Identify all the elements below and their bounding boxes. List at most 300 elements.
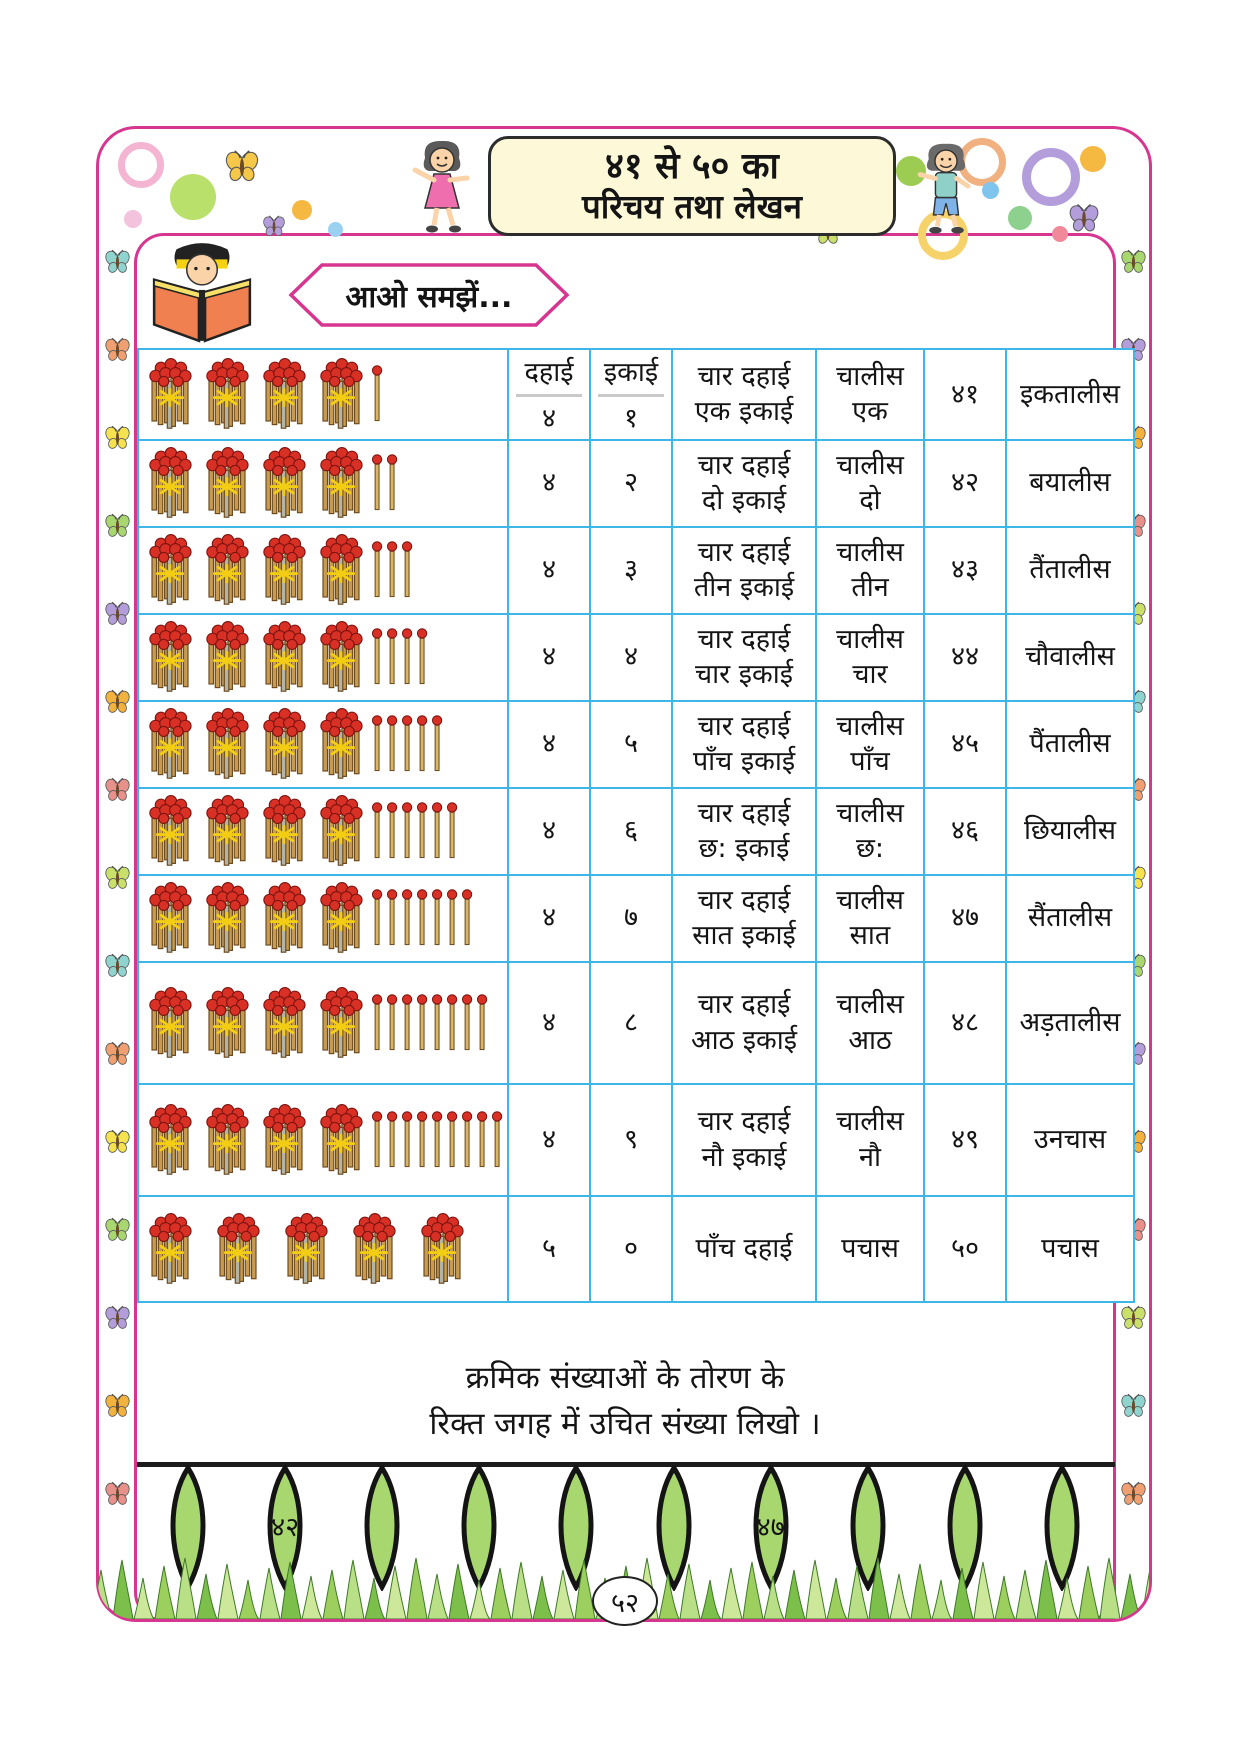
cell-text: एक [852,396,888,428]
cell-text: चालीस [836,884,904,916]
grass-blade [701,1580,721,1619]
matchstick-icon [461,990,473,1056]
cell-text: चालीस [836,797,904,829]
grass-blade [1100,1558,1120,1619]
matchstick-group [143,1100,503,1180]
tens-cell [508,1084,590,1196]
grass-blade [407,1558,427,1619]
cell-text: दो [859,485,881,517]
tens-cell [508,527,590,614]
matchstick-icon [431,885,443,951]
cell-text: ४१ [950,378,980,410]
cell-text: चालीस [836,536,904,568]
bundle-of-ten-icon [143,617,197,697]
matchstick-icon [386,885,398,951]
matchstick-icon [371,1107,383,1173]
cell-text: ७ [623,902,639,934]
cell-text: चार दहाई [697,1106,791,1137]
number-words-cell [816,527,924,614]
number-name-cell [1006,875,1134,962]
matchstick-icon [401,798,413,864]
bundle-of-ten-icon [211,1209,265,1289]
number-words-cell [816,1084,924,1196]
cell-text: ४ [541,554,557,586]
butterfly-icon [104,512,131,539]
bundle-of-ten-icon [314,617,368,697]
bundle-of-ten-icon [200,617,254,697]
cell-text: चालीस [836,1106,904,1137]
number-words-cell [816,875,924,962]
bundle-of-ten-icon [143,983,197,1063]
cell-text: ० [623,1232,639,1264]
cell-text: ४९ [950,1123,980,1155]
confetti-dot [328,222,343,237]
matchstick-icon [416,1107,428,1173]
cell-text: चार इकाई [694,659,793,691]
table-row [138,1196,1134,1302]
grass-blade [134,1578,154,1619]
matchstick-picture-cell [138,527,508,614]
tens-cell [508,1196,590,1302]
matchstick-picture-cell [138,1084,508,1196]
cell-text: २ [623,467,639,499]
grass-blade [953,1568,973,1619]
cell-text: ४ [541,1123,557,1155]
butterfly-icon [262,214,286,238]
cell-text: एक इकाई [694,396,794,428]
units-cell [590,788,672,875]
cell-text: ४ [541,902,557,934]
numeral-cell [924,440,1006,527]
place-value-words-cell [672,527,816,614]
cell-text: छियालीस [1023,815,1117,847]
cell-text: चार [852,659,888,691]
cell-text: ४७ [950,902,980,934]
butterfly-icon [104,1216,131,1243]
cell-text: चालीस [836,623,904,655]
bundle-of-ten-icon [257,354,311,434]
grass-blade [1037,1560,1057,1619]
grass-blade [722,1568,742,1619]
grass-blade [764,1576,784,1619]
grass-blade [575,1560,595,1619]
cell-text: पाँच दहाई [695,1232,793,1264]
cell-text: ३ [623,554,639,586]
matchstick-group [143,443,503,523]
cell-text: चालीस [836,989,904,1020]
matchstick-group [143,704,503,784]
cell-text: पाँच इकाई [692,746,796,778]
numeral-cell [924,527,1006,614]
matchstick-icon [371,990,383,1056]
bundle-of-ten-icon [257,530,311,610]
cell-text: ९ [623,1123,639,1155]
grass-blade [806,1560,826,1619]
grass-blade [995,1576,1015,1619]
chapter-title-line2: परिचय तथा लेखन [582,186,802,226]
numeral-cell [924,962,1006,1084]
numeral-cell [924,788,1006,875]
bundle-of-ten-icon [143,1100,197,1180]
confetti-dot [124,210,142,228]
confetti-dot [1022,148,1080,206]
matchstick-group [143,983,503,1063]
number-words-cell [816,349,924,440]
grass-blade [1016,1570,1036,1619]
matchstick-picture-cell [138,701,508,788]
numeral-cell [924,875,1006,962]
cell-text: चार दहाई [697,710,791,742]
cell-text: नौ [859,1141,881,1173]
cell-text: चार दहाई [697,884,791,916]
cell-text: पैंतालीस [1029,728,1111,760]
title-banner-band [96,126,1152,236]
tens-cell [508,962,590,1084]
butterfly-icon [104,248,131,275]
grass-blade [386,1566,406,1619]
grass-blade [869,1558,889,1619]
place-value-words-cell [672,1084,816,1196]
bundle-of-ten-icon [314,1100,368,1180]
number-table-body [138,349,1134,1302]
butterfly-icon [104,1480,131,1507]
matchstick-icon [371,885,383,951]
chapter-title-line1: ४१ से ५० का [605,146,779,188]
matchstick-icon [416,711,428,777]
cell-text: तीन [851,572,889,604]
cell-text: ४८ [950,1006,980,1038]
cell-text: बयालीस [1029,467,1111,499]
table-row [138,701,1134,788]
bundle-of-ten-icon [143,704,197,784]
matchstick-icon [386,624,398,690]
cell-text: सात इकाई [692,920,796,952]
matchstick-picture-cell [138,614,508,701]
bundle-of-ten-icon [257,617,311,697]
units-cell [590,962,672,1084]
grass-blade [974,1562,994,1619]
cell-text: सैंतालीस [1027,902,1113,934]
matchstick-icon [386,1107,398,1173]
cell-text: ४ [541,641,557,673]
butterfly-icon [104,688,131,715]
number-name-cell [1006,527,1134,614]
grass-blade [470,1580,490,1619]
cell-text: ४ [541,728,557,760]
butterfly-icon [104,600,131,627]
matchstick-icon [386,450,398,516]
bundle-of-ten-icon [200,878,254,958]
cell-text: ५ [623,728,639,760]
bundle-of-ten-icon [314,878,368,958]
bundle-of-ten-icon [143,443,197,523]
bundle-of-ten-icon [314,791,368,871]
number-name-cell [1006,440,1134,527]
grass-blade [827,1578,847,1619]
cell-text: तैंतालीस [1029,554,1111,586]
cell-text: छ: [855,833,885,865]
bundle-of-ten-icon [143,530,197,610]
butterfly-icon [104,776,131,803]
bundle-of-ten-icon [314,354,368,434]
matchstick-picture-cell [138,349,508,440]
cell-text: उनचास [1033,1123,1107,1155]
grass-blade [197,1574,217,1619]
matchstick-icon [431,1107,443,1173]
number-name-cell [1006,1084,1134,1196]
bundle-of-ten-icon [314,983,368,1063]
cell-text: ५ [541,1232,557,1264]
grass-blade [491,1568,511,1619]
number-name-cell [1006,1196,1134,1302]
numeral-cell [924,1084,1006,1196]
table-row [138,962,1134,1084]
place-value-words-cell [672,962,816,1084]
matchstick-icon [386,990,398,1056]
bundle-of-ten-icon [314,443,368,523]
number-words-cell [816,701,924,788]
grass-blade [1142,1564,1149,1619]
cell-text: सात [849,920,891,952]
matchstick-icon [446,798,458,864]
matchstick-icon [476,1107,488,1173]
grass-blade [890,1574,910,1619]
numeral-cell [924,701,1006,788]
matchstick-icon [476,990,488,1056]
matchstick-picture-cell [138,875,508,962]
cell-text: ४४ [950,641,980,673]
place-value-words-cell [672,440,816,527]
number-words-cell [816,614,924,701]
bundle-of-ten-icon [143,878,197,958]
matchstick-icon [461,885,473,951]
table-row [138,440,1134,527]
matchstick-icon [446,885,458,951]
grass-blade [911,1564,931,1619]
girl-illustration [396,136,488,236]
matchstick-icon [401,885,413,951]
cell-text: चार दहाई [697,536,791,568]
matchstick-icon [401,624,413,690]
place-value-words-cell [672,349,816,440]
butterfly-icon [104,1392,131,1419]
butterfly-icon [104,424,131,451]
place-value-words-cell [672,788,816,875]
cell-text: चार दहाई [697,449,791,481]
grass-blade [176,1558,196,1619]
butterfly-icon [104,864,131,891]
units-cell [590,349,672,440]
grass-blade [659,1574,679,1619]
reading-child-icon [146,242,258,346]
grass-blade [113,1560,133,1619]
confetti-dot [1052,226,1068,242]
grass-blade [743,1562,763,1619]
number-name-cell [1006,788,1134,875]
bundle-of-ten-icon [257,443,311,523]
butterfly-icon [1120,1480,1147,1507]
grass-blade [218,1564,238,1619]
grass-blade [1058,1578,1078,1619]
chapter-title-banner [488,136,896,236]
cell-text: चालीस [836,360,904,392]
bundle-of-ten-icon [200,354,254,434]
tens-cell [508,788,590,875]
grass-blade [554,1570,574,1619]
table-row [138,527,1134,614]
matchstick-icon [416,798,428,864]
bundle-of-ten-icon [143,354,197,434]
bundle-of-ten-icon [347,1209,401,1289]
grass-blade [365,1578,385,1619]
butterfly-icon [1068,202,1100,234]
tens-cell [508,701,590,788]
matchstick-icon [371,624,383,690]
number-name-cell [1006,614,1134,701]
confetti-dot [292,200,312,220]
bundle-of-ten-icon [257,704,311,784]
bundle-of-ten-icon [143,1209,197,1289]
bundle-of-ten-icon [279,1209,333,1289]
matchstick-icon [371,711,383,777]
number-words-cell [816,1196,924,1302]
matchstick-icon [371,450,383,516]
table-row [138,875,1134,962]
grass-blade [932,1580,952,1619]
tens-header: दहाई [516,352,582,397]
grass-blade [260,1568,280,1619]
matchstick-icon [446,1107,458,1173]
number-name-cell [1006,962,1134,1084]
matchstick-icon [431,990,443,1056]
cell-text: चार दहाई [697,989,791,1020]
confetti-dot [1080,146,1106,172]
numeral-cell [924,349,1006,440]
matchstick-group [143,878,503,958]
cell-text: पचास [1041,1232,1099,1264]
matchstick-icon [461,1107,473,1173]
cell-text: अड़तालीस [1019,1006,1121,1038]
grass-blade [281,1562,301,1619]
page-number: ५२ [610,1587,640,1619]
matchstick-icon [401,1107,413,1173]
butterfly-icon [1120,1392,1147,1419]
tens-cell [508,349,590,440]
bundle-of-ten-icon [200,1100,254,1180]
cell-text: चालीस [836,710,904,742]
matchstick-icon [416,885,428,951]
matchstick-icon [371,537,383,603]
leaf-number: ४७ [756,1512,785,1543]
units-cell [590,1084,672,1196]
matchstick-icon [386,711,398,777]
cell-text: चालीस [836,449,904,481]
place-value-words-cell [672,875,816,962]
cell-text: ६ [623,815,639,847]
numeral-cell [924,1196,1006,1302]
butterfly-icon [104,1040,131,1067]
bundle-of-ten-icon [257,983,311,1063]
bundle-of-ten-icon [200,443,254,523]
tens-cell [508,440,590,527]
bundle-of-ten-icon [200,791,254,871]
table-row [138,1084,1134,1196]
tens-cell [508,875,590,962]
matchstick-icon [401,711,413,777]
place-value-words-cell [672,1196,816,1302]
grass-blade [239,1580,259,1619]
matchstick-icon [386,537,398,603]
cell-text: आठ [848,1024,892,1056]
number-name-cell [1006,349,1134,440]
cell-text: ४२ [950,467,980,499]
cell-text: चार दहाई [697,623,791,655]
butterfly-icon [1120,1304,1147,1331]
place-value-words-cell [672,701,816,788]
number-words-cell [816,962,924,1084]
bundle-of-ten-icon [257,1100,311,1180]
cell-text: चार दहाई [697,797,791,829]
grass-blade [155,1566,175,1619]
bundle-of-ten-icon [200,983,254,1063]
units-cell [590,527,672,614]
matchstick-picture-cell [138,440,508,527]
grass-blade [533,1576,553,1619]
matchstick-icon [371,361,383,427]
cell-text: ४ [541,467,557,499]
matchstick-picture-cell [138,962,508,1084]
bundle-of-ten-icon [314,530,368,610]
page-number-badge [592,1576,658,1626]
units-header: इकाई [598,352,664,397]
matchstick-icon [431,711,443,777]
number-name-cell [1006,701,1134,788]
units-cell [590,614,672,701]
cell-text: ४ [623,641,639,673]
matchstick-group [143,1209,503,1289]
grass-blade [848,1566,868,1619]
grass-blade [785,1570,805,1619]
cell-text: चार दहाई [697,360,791,392]
matchstick-icon [446,990,458,1056]
tens-cell [508,614,590,701]
matchstick-group [143,354,503,434]
matchstick-picture-cell [138,788,508,875]
matchstick-group [143,530,503,610]
numeral-cell [924,614,1006,701]
bundle-of-ten-icon [257,878,311,958]
cell-text: आठ इकाई [690,1024,798,1056]
matchstick-icon [371,798,383,864]
lets-understand-badge [288,262,570,328]
butterfly-icon [104,336,131,363]
numbers-41-50-table [137,348,1135,1303]
matchstick-group [143,791,503,871]
leaf-number: ४२ [271,1512,300,1543]
table-row [138,614,1134,701]
cell-text: ५० [950,1232,980,1264]
bundle-of-ten-icon [257,791,311,871]
cell-text: तीन इकाई [693,572,795,604]
cell-text: छ: इकाई [698,833,790,865]
cell-text: चौवालीस [1025,641,1115,673]
confetti-dot [118,142,164,188]
butterfly-icon [224,148,260,184]
cell-text: ४ [541,815,557,847]
units-cell [590,701,672,788]
butterfly-icon [104,1304,131,1331]
cell-text: दो इकाई [701,485,787,517]
